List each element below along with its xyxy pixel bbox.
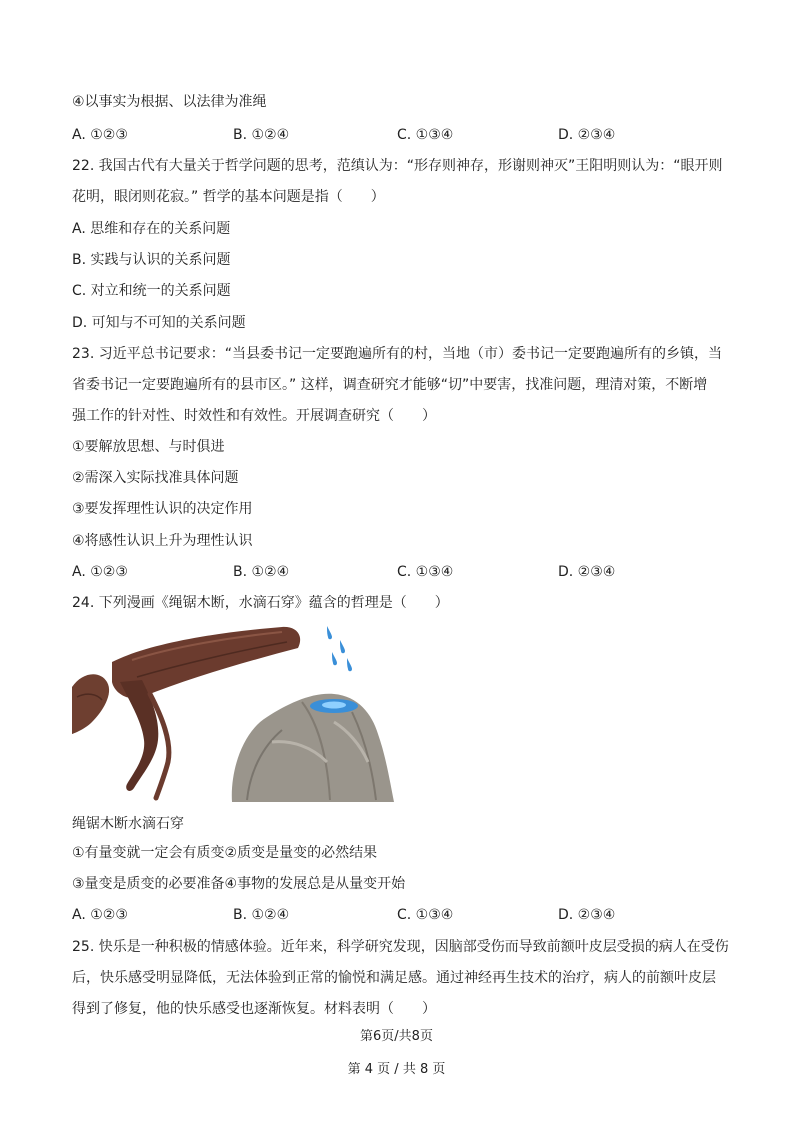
q23-stem-line3: 强工作的针对性、时效性和有效性。开展调查研究（ ） — [72, 408, 436, 424]
q21-option-4: ④以事实为根据、以法律为准绳 — [72, 94, 267, 110]
q22-option-b: B. 实践与认识的关系问题 — [72, 252, 231, 268]
q23-stem-line2: 省委书记一定要跑遍所有的县市区。” 这样，调查研究才能够“切”中要害，找准问题，理清对策，不断增 — [72, 377, 708, 393]
water-drop-icon — [327, 626, 332, 639]
q21-choices — [72, 125, 732, 145]
q24-statement-1-2: ①有量变就一定会有质变②质变是量变的必然结果 — [72, 845, 378, 861]
q22-option-a: A. 思维和存在的关系问题 — [72, 221, 231, 237]
water-drop-icon — [340, 640, 345, 653]
q22-stem-line1: 22. 我国古代有大量关于哲学问题的思考，范缜认为：“形存则神存，形谢则神灭”王阳明则认为：“眼开则 — [72, 158, 723, 174]
q21-choice-c: C. ①③④ — [397, 127, 454, 143]
rock — [232, 694, 394, 802]
q23-statement-4: ④将感性认识上升为理性认识 — [72, 533, 253, 549]
q22-option-c: C. 对立和统一的关系问题 — [72, 283, 231, 299]
q23-statement-1: ①要解放思想、与时俱进 — [72, 439, 225, 455]
q24-statement-3-4: ③量变是质变的必要准备④事物的发展总是从量变开始 — [72, 876, 406, 892]
q21-choice-a: A. ①②③ — [72, 127, 128, 143]
q23-stem-line1: 23. 习近平总书记要求：“当县委书记一定要跑遍所有的村，当地（市）委书记一定要跑遍所有的乡镇，当 — [72, 346, 722, 362]
q23-choice-b: B. ①②④ — [233, 564, 290, 580]
q24-choice-d: D. ②③④ — [558, 907, 616, 923]
q25-stem-line1: 25. 快乐是一种积极的情感体验。近年来，科学研究发现，因脑部受伤而导致前额叶皮层受损的病人在受伤 — [72, 939, 729, 955]
q23-choice-a: A. ①②③ — [72, 564, 128, 580]
q24-choice-b: B. ①②④ — [233, 907, 290, 923]
water-drop-icon — [347, 658, 352, 671]
q24-choice-c: C. ①③④ — [397, 907, 454, 923]
cartoon-caption: 绳锯木断水滴石穿 — [72, 816, 184, 832]
cartoon-illustration — [72, 622, 400, 804]
q24-choices — [72, 905, 732, 925]
q25-stem-line3: 得到了修复，他的快乐感受也逐渐恢复。材料表明（ ） — [72, 1001, 436, 1017]
q23-choice-d: D. ②③④ — [558, 564, 616, 580]
q24-choice-a: A. ①②③ — [72, 907, 128, 923]
q21-choice-b: B. ①②④ — [233, 127, 290, 143]
q23-statement-3: ③要发挥理性认识的决定作用 — [72, 501, 253, 517]
q23-statement-2: ②需深入实际找准具体问题 — [72, 470, 239, 486]
q23-choices — [72, 562, 732, 582]
q24-stem: 24. 下列漫画《绳锯木断，水滴石穿》蕴含的哲理是（ ） — [72, 595, 449, 611]
page-number: 第 4 页 / 共 8 页 — [347, 1062, 446, 1077]
q22-stem-line2: 花明，眼闭则花寂。” 哲学的基本问题是指（ ） — [72, 189, 385, 205]
inner-page-number: 第6页/共8页 — [360, 1029, 433, 1044]
log-left — [72, 674, 109, 734]
q21-choice-d: D. ②③④ — [558, 127, 616, 143]
cartoon-rope-saw-water-drop — [72, 622, 400, 804]
q22-option-d: D. 可知与不可知的关系问题 — [72, 315, 246, 331]
q25-stem-line2: 后，快乐感受明显降低，无法体验到正常的愉悦和满足感。通过神经再生技术的治疗，病人的前额叶皮层 — [72, 970, 716, 986]
q23-choice-c: C. ①③④ — [397, 564, 454, 580]
water-drop-icon — [332, 652, 337, 665]
